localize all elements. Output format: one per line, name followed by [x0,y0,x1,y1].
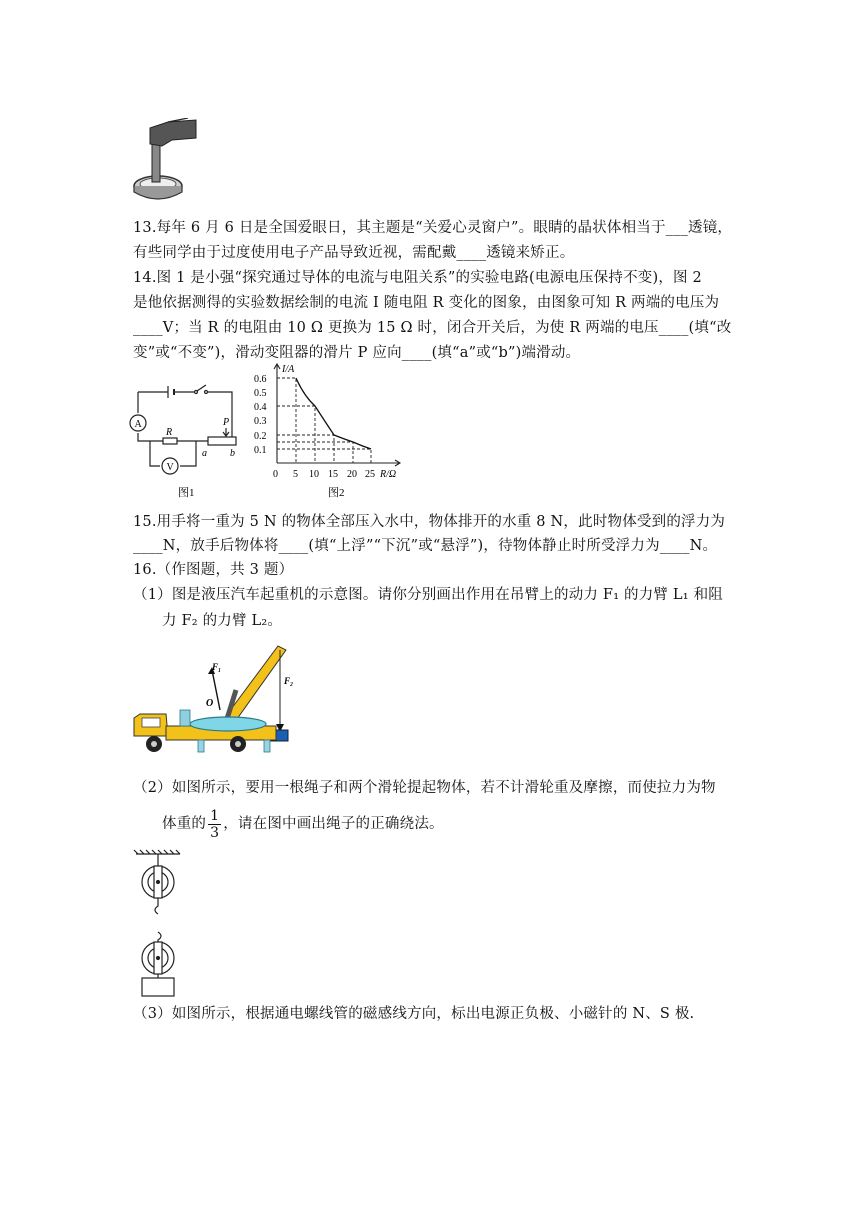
q16-p1-line1: （1）图是液压汽车起重机的示意图。请你分别画出作用在吊臂上的动力 F₁ 的力臂 L₁ 和阻 [133,587,723,603]
end-a-label: a [202,448,207,459]
circuit-figure [128,384,250,502]
slider-label: P [223,417,230,428]
fraction-numerator: 1 [210,807,220,824]
x-tick: 15 [328,469,338,480]
q16-header: 16.（作图题，共 3 题） [133,562,294,578]
ammeter-label: A [134,419,142,430]
q14-line3: ____V；当 R 的电阻由 10 Ω 更换为 15 Ω 时，闭合开关后，为使 R 两端的电压____(填“改 [133,320,732,336]
end-b-label: b [230,448,235,459]
x-tick: 5 [293,469,298,480]
ir-graph-figure [250,360,410,502]
graph-ylabel: I/A [282,364,295,375]
q15-line2: ____N，放手后物体将____(填“上浮”“下沉”或“悬浮”)，待物体静止时所受浮力为____N。 [133,538,718,554]
crane-f1-label: F₁ [212,662,222,672]
fraction-denominator: 3 [210,824,220,841]
x-tick: 10 [309,469,319,480]
q15-line1: 15.用手将一重为 5 N 的物体全部压入水中，物体排开的水重 8 N，此时物体受到的浮力为 [133,514,726,530]
one-third-fraction [208,808,221,841]
crane-o-label: O [206,698,214,709]
y-tick: 0.2 [254,431,267,442]
voltmeter-label: V [166,462,174,473]
q14-line2: 是他依据测得的实验数据绘制的电流 I 随电阻 R 变化的图象，由图象可知 R 两端的电压为 [133,295,720,311]
y-tick: 0.5 [254,388,267,399]
q16-p1-line2: 力 F₂ 的力臂 L₂。 [162,613,283,629]
y-tick: 0.4 [254,402,267,413]
y-tick: 0.6 [254,374,267,385]
q14-line4: 变”或“不变”)，滑动变阻器的滑片 P 应向____(填“a”或“b”)端滑动。 [133,345,581,361]
q13-line1: 13.每年 6 月 6 日是全国爱眼日，其主题是“关爱心灵窗户”。眼睛的晶状体相当于___透镜， [133,220,733,236]
q16-p2-post: ，请在图中画出绳子的正确绕法。 [223,816,444,832]
crane-figure [128,640,308,758]
q13-line2: 有些同学由于过度使用电子产品导致近视，需配戴____透镜来矫正。 [133,245,575,261]
hand-dish-figure [128,118,200,204]
fig2-caption: 图2 [328,487,345,499]
q14-line1: 14.图 1 是小强“探究通过导体的电流与电阻关系”的实验电路(电源电压保持不变)，图 2 [133,270,702,286]
q16-p3-line1: （3）如图所示，根据通电螺线管的磁感线方向，标出电源正负极、小磁针的 N、S 极. [133,1006,695,1022]
crane-f2-label: F₂ [284,676,294,686]
graph-xlabel: R/Ω [380,469,397,480]
q16-p2-line2 [162,802,444,846]
fig1-caption: 图1 [178,487,195,499]
x-tick: 25 [365,469,375,480]
pulley-figure [130,848,190,998]
x-tick: 20 [347,469,357,480]
x-tick: 0 [273,469,278,480]
resistor-label: R [166,427,173,438]
y-tick: 0.3 [254,416,267,427]
q16-p2-pre: 体重的 [162,816,207,832]
q16-p2-line1: （2）如图所示，要用一根绳子和两个滑轮提起物体，若不计滑轮重及摩擦，而使拉力为物 [133,780,716,796]
y-tick: 0.1 [254,445,267,456]
